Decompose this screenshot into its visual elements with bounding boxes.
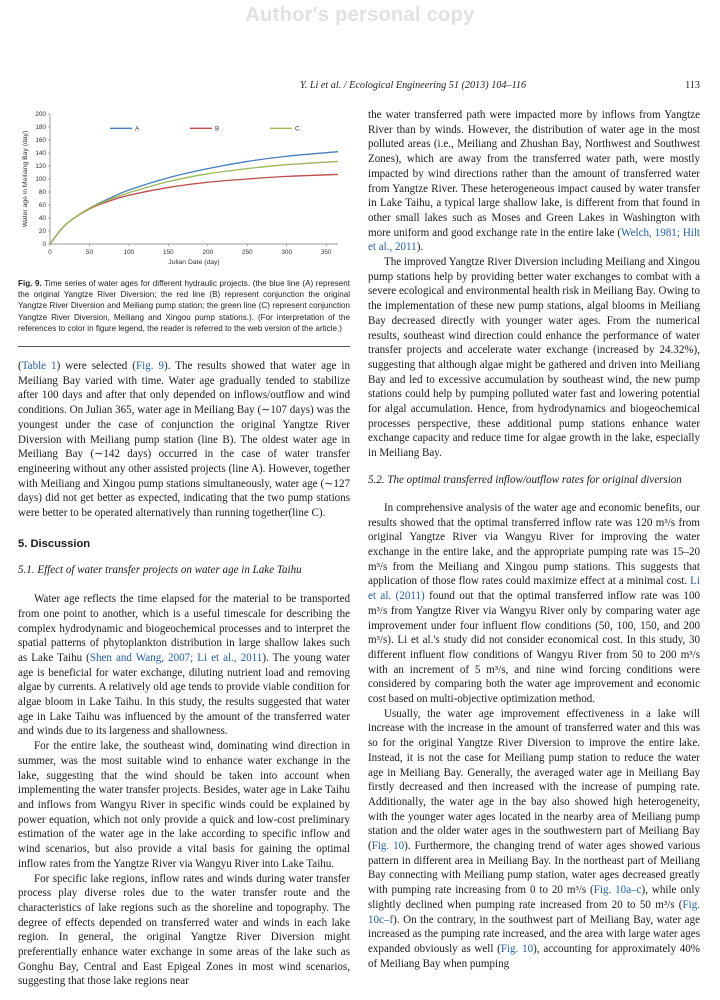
y-tick-label: 140: [35, 150, 46, 158]
paragraph: [368, 255, 700, 461]
paragraph: [18, 872, 350, 990]
y-tick-label: 100: [35, 176, 46, 184]
y-tick-label: 180: [35, 124, 46, 132]
paragraph: [368, 707, 700, 972]
y-axis-label: Water age in Meiliang Bay (day): [22, 130, 29, 228]
subsection-title: 5.1. Effect of water transfer projects on water age in Lake Taihu: [18, 564, 302, 577]
paragraph-text: ). Furthermore, the changing trend of water ages showed various pattern in different area in Meiliang Bay. In the northeast part of Meiliang Bay connecting with Meiliang pump station, water ages decreased greatly with pumping rate increasing from 0 to 20 m³/s (: [368, 840, 700, 897]
citation-link[interactable]: Table 1: [21, 360, 57, 373]
y-tick-label: 160: [35, 137, 46, 145]
paragraph-text: ). On the contrary, in the southwest part of Meiliang Bay, water age increased as the pumping rate increased, and the area with large water ages expanded obviously as well (: [368, 913, 700, 955]
paragraph-text: ), accounting for approximately 40% of Meiliang Bay when pumping: [368, 942, 701, 970]
series-line-C: [50, 161, 338, 244]
x-tick-label: 0: [48, 249, 52, 256]
paragraph-text: ).: [416, 241, 424, 254]
citation-link[interactable]: Fig. 10c–f: [368, 898, 700, 926]
running-head: Y. Li et al. / Ecological Engineering 51 (2013) 104–116: [300, 80, 527, 91]
paragraph-text: ). The young water age is beneficial for water exchange, diluting nutrient load and removing algae by currents. A relatively old age tends to provide viable condition for algae bloom in Lake Taihu. In this study, the results suggested that water age in Lake Taihu was influenced by the amount of the transferred water and winds due to its largeness and shallowness.: [18, 651, 350, 738]
paragraph-text: ). The results showed that water age in Meiliang Bay varied with time. Water age gradually tended to stabilize after 100 days and after that only depended on inflows/outflow and wind conditions. On Julian 365, water age in Meiliang Bay (∼107 days) was the youngest under the case of conjunction the original Yangtze River Diversion with Meiliang pump station (line B). The oldest water age in Meiliang Bay (∼142 days) occurred in the case of water transfer engineering without any other assisted projects (line A). However, together with Meiliang and Xingou pump stations simultaneously, water age (∼127 days) did not get better as expected, indicating that the two pump stations were better to be operated alternatively than running together(line C).: [18, 360, 351, 520]
section-title: 5. Discussion: [18, 537, 91, 550]
paragraph: [18, 592, 350, 739]
x-tick-label: 100: [123, 249, 135, 256]
paragraph-text: ) were selected (: [56, 360, 136, 373]
x-tick-label: 200: [202, 249, 214, 256]
x-axis-label: Julian Date (day): [168, 259, 220, 266]
citation-link[interactable]: Fig. 9: [135, 360, 165, 373]
figure-label: Fig. 9.: [18, 279, 42, 288]
subsection-title: 5.2. The optimal transferred inflow/outflow rates for original diversion: [368, 473, 682, 486]
caption-divider: [18, 346, 350, 347]
paragraph: [18, 359, 350, 521]
line-chart: [18, 108, 350, 270]
y-tick-label: 40: [38, 215, 46, 223]
paragraph-text: Water age reflects the time elapsed for the material to be transported from one point to another, which is a useful timescale for describing the complex hydrodynamic and biogeochemical processes and to interpret the spatial patterns of phytoplankton distribution in large shallow lakes such as Lake Taihu (: [18, 593, 350, 664]
paragraph-text: In comprehensive analysis of the water age and economic benefits, our results showed that the optimal transferred inflow rate was 120 m³/s from original Yangtze River via Wangyu River for improving the water exchange in the entire lake, and the appropriate pumping rate was 15–20 m³/s from the Meiliang and Xingou pump stations. This suggests that application of those flow rates could maximize effect at a minimal cost.: [368, 501, 700, 588]
series-line-B: [50, 174, 338, 244]
citation-link[interactable]: Fig. 10: [371, 840, 405, 853]
paragraph-text: found out that the optimal transferred inflow rate was 100 m³/s from Yangtze River via Wangyu River only by comparing water age improvement under four influent flow conditions (50, 100, 150, and 200 m³/s). Li et al.'s study did not consider economical cost. In this study, 30 different influent flow conditions of Wangyu River from 50 to 200 m³/s with an increment of 5 m³/s, and nine wind forcing conditions were considered by comparing both the water age improvement and economic cost based on multi-objective optimization method.: [368, 590, 700, 706]
paragraph: [368, 501, 700, 707]
right-column: [368, 108, 700, 971]
paragraph-text: the water transferred path were impacted more by inflows from Yangtze River than by winds. However, the distribution of water age in the most polluted areas (i.e., Meiliang and Zhushan Bay, Northwest and Southwest Zones), which are away from the transferred water path, were mostly impacted by wind directions rather than the amount of transferred water from Yangtze River. These heterogeneous impact caused by water transfer in Lake Taihu, a typical large shallow lake, is different from that found in other small lakes such as Moses and Green Lakes in Washington with more uniform and good exchange rate in the entire lake (: [368, 109, 700, 239]
left-column: [18, 108, 350, 989]
figure-caption-text: Time series of water ages for different hydraulic projects. (the blue line (A) represent the original Yangtze River Diversion; the red line (B) represent conjunction the original Yangtze River Diversion and Meiliang pump station; the green line (C) represent conjunction Yangtze River Diversion, Meiliang and Xingou pump stations.). (For interpretation of the references to color in figure legend, the reader is referred to the web version of the article.): [18, 279, 350, 333]
citation-link[interactable]: Fig. 10: [500, 942, 534, 955]
figure-9: [18, 108, 350, 270]
y-tick-label: 20: [38, 228, 46, 236]
citation-link[interactable]: Li et al. (2011): [368, 575, 700, 603]
paragraph: [18, 739, 350, 871]
paragraph-text: ), while only slightly declined when pumping rate increased from 20 to 50 m³/s (: [368, 884, 700, 911]
paragraph-text: (: [18, 360, 22, 373]
y-tick-label: 60: [38, 202, 46, 210]
paragraph-text: Usually, the water age improvement effectiveness in a lake will increase with the increase in the amount of transferred water and this was so for the original Yangtze River Diversion to improve the entire lake. Instead, it is not the case for Meiliang pump station to reduce the water age in Meiliang Bay. Generally, the averaged water age in Meiliang Bay firstly decreased and then increased with the increase of pumping rate. Additionally, the water age in the bay also showed high heterogeneity, with the younger water ages located in the nearby area of Meiliang pump station and the older water ages in the southwestern part of Meiliang Bay (: [368, 707, 700, 853]
page-number: 113: [685, 80, 700, 91]
citation-link[interactable]: Fig. 10a–c: [593, 884, 642, 897]
paragraph-text: For the entire lake, the southeast wind, dominating wind direction in summer, was the most suitable wind to enhance water exchange in the lake, suggesting that the wind should be taken into account when implementing the water transfer projects. Besides, water age in Lake Taihu and inflows from Wangyu River in specific winds could be explained by power equation, which not only provide a quick and low-cost preliminary estimation of the water age in the lake according to specific inflow and wind scenarios, but also provide a vital basis for gaining the optimal inflow rates from the Yangtze River via Wangyu River into Lake Taihu.: [18, 740, 350, 870]
legend-label-A: A: [135, 125, 140, 133]
series-line-A: [50, 152, 338, 244]
legend-label-C: C: [295, 125, 300, 133]
paragraph-text: For specific lake regions, inflow rates and winds during water transfer process play diverse roles due to the water transfer route and the characteristics of lake regions such as the shoreline and topography. The degree of effects depended on transferred water and winds in each lake region. In general, the original Yangtze River Diversion might preferentially enhance water exchange in some areas of the lake such as Gonghu Bay, Central and East Epigeal Zones in most wind scenarios, suggesting that those lake regions near: [18, 872, 350, 988]
citation-link[interactable]: Welch, 1981; Hilt et al., 2011: [368, 226, 700, 254]
y-tick-label: 0: [42, 241, 46, 249]
x-tick-label: 300: [281, 249, 293, 256]
legend-label-B: B: [215, 125, 220, 133]
paragraph: [368, 108, 700, 255]
citation-link[interactable]: Shen and Wang, 2007; Li et al., 2011: [89, 651, 263, 664]
watermark: Author's personal copy: [245, 4, 475, 26]
y-tick-label: 120: [35, 163, 46, 171]
x-tick-label: 50: [85, 249, 94, 256]
y-tick-label: 200: [35, 111, 46, 119]
x-tick-label: 350: [320, 249, 332, 256]
y-tick-label: 80: [38, 189, 46, 197]
x-tick-label: 150: [163, 249, 174, 256]
paragraph-text: The improved Yangtze River Diversion including Meiliang and Xingou pump stations help by providing better water exchanges to combat with a severe ecological and environmental health risk in Meiliang Bay. Owing to the implementation of these new pump stations, algal blooms in Meiliang Bay decreased directly with younger water ages. From the numerical results, southeast wind direction could enhance the performance of water transfer projects and accelerate water exchange (increased by 24.32%), suggesting that although algae might be gathered and driven into Meiliang Bay and led to excessive accumulation by southeast wind, the new pump stations could help by pumping polluted water fast and lowering potential for algal accumulation. Hence, from hydrodynamics and biogeochemical processes perspective, these additional pump stations enhance water exchange capacity and reduce time for algae growth in the lake, especially in Meiliang Bay.: [368, 256, 700, 460]
figure-caption: [18, 278, 350, 334]
x-tick-label: 250: [241, 249, 253, 256]
